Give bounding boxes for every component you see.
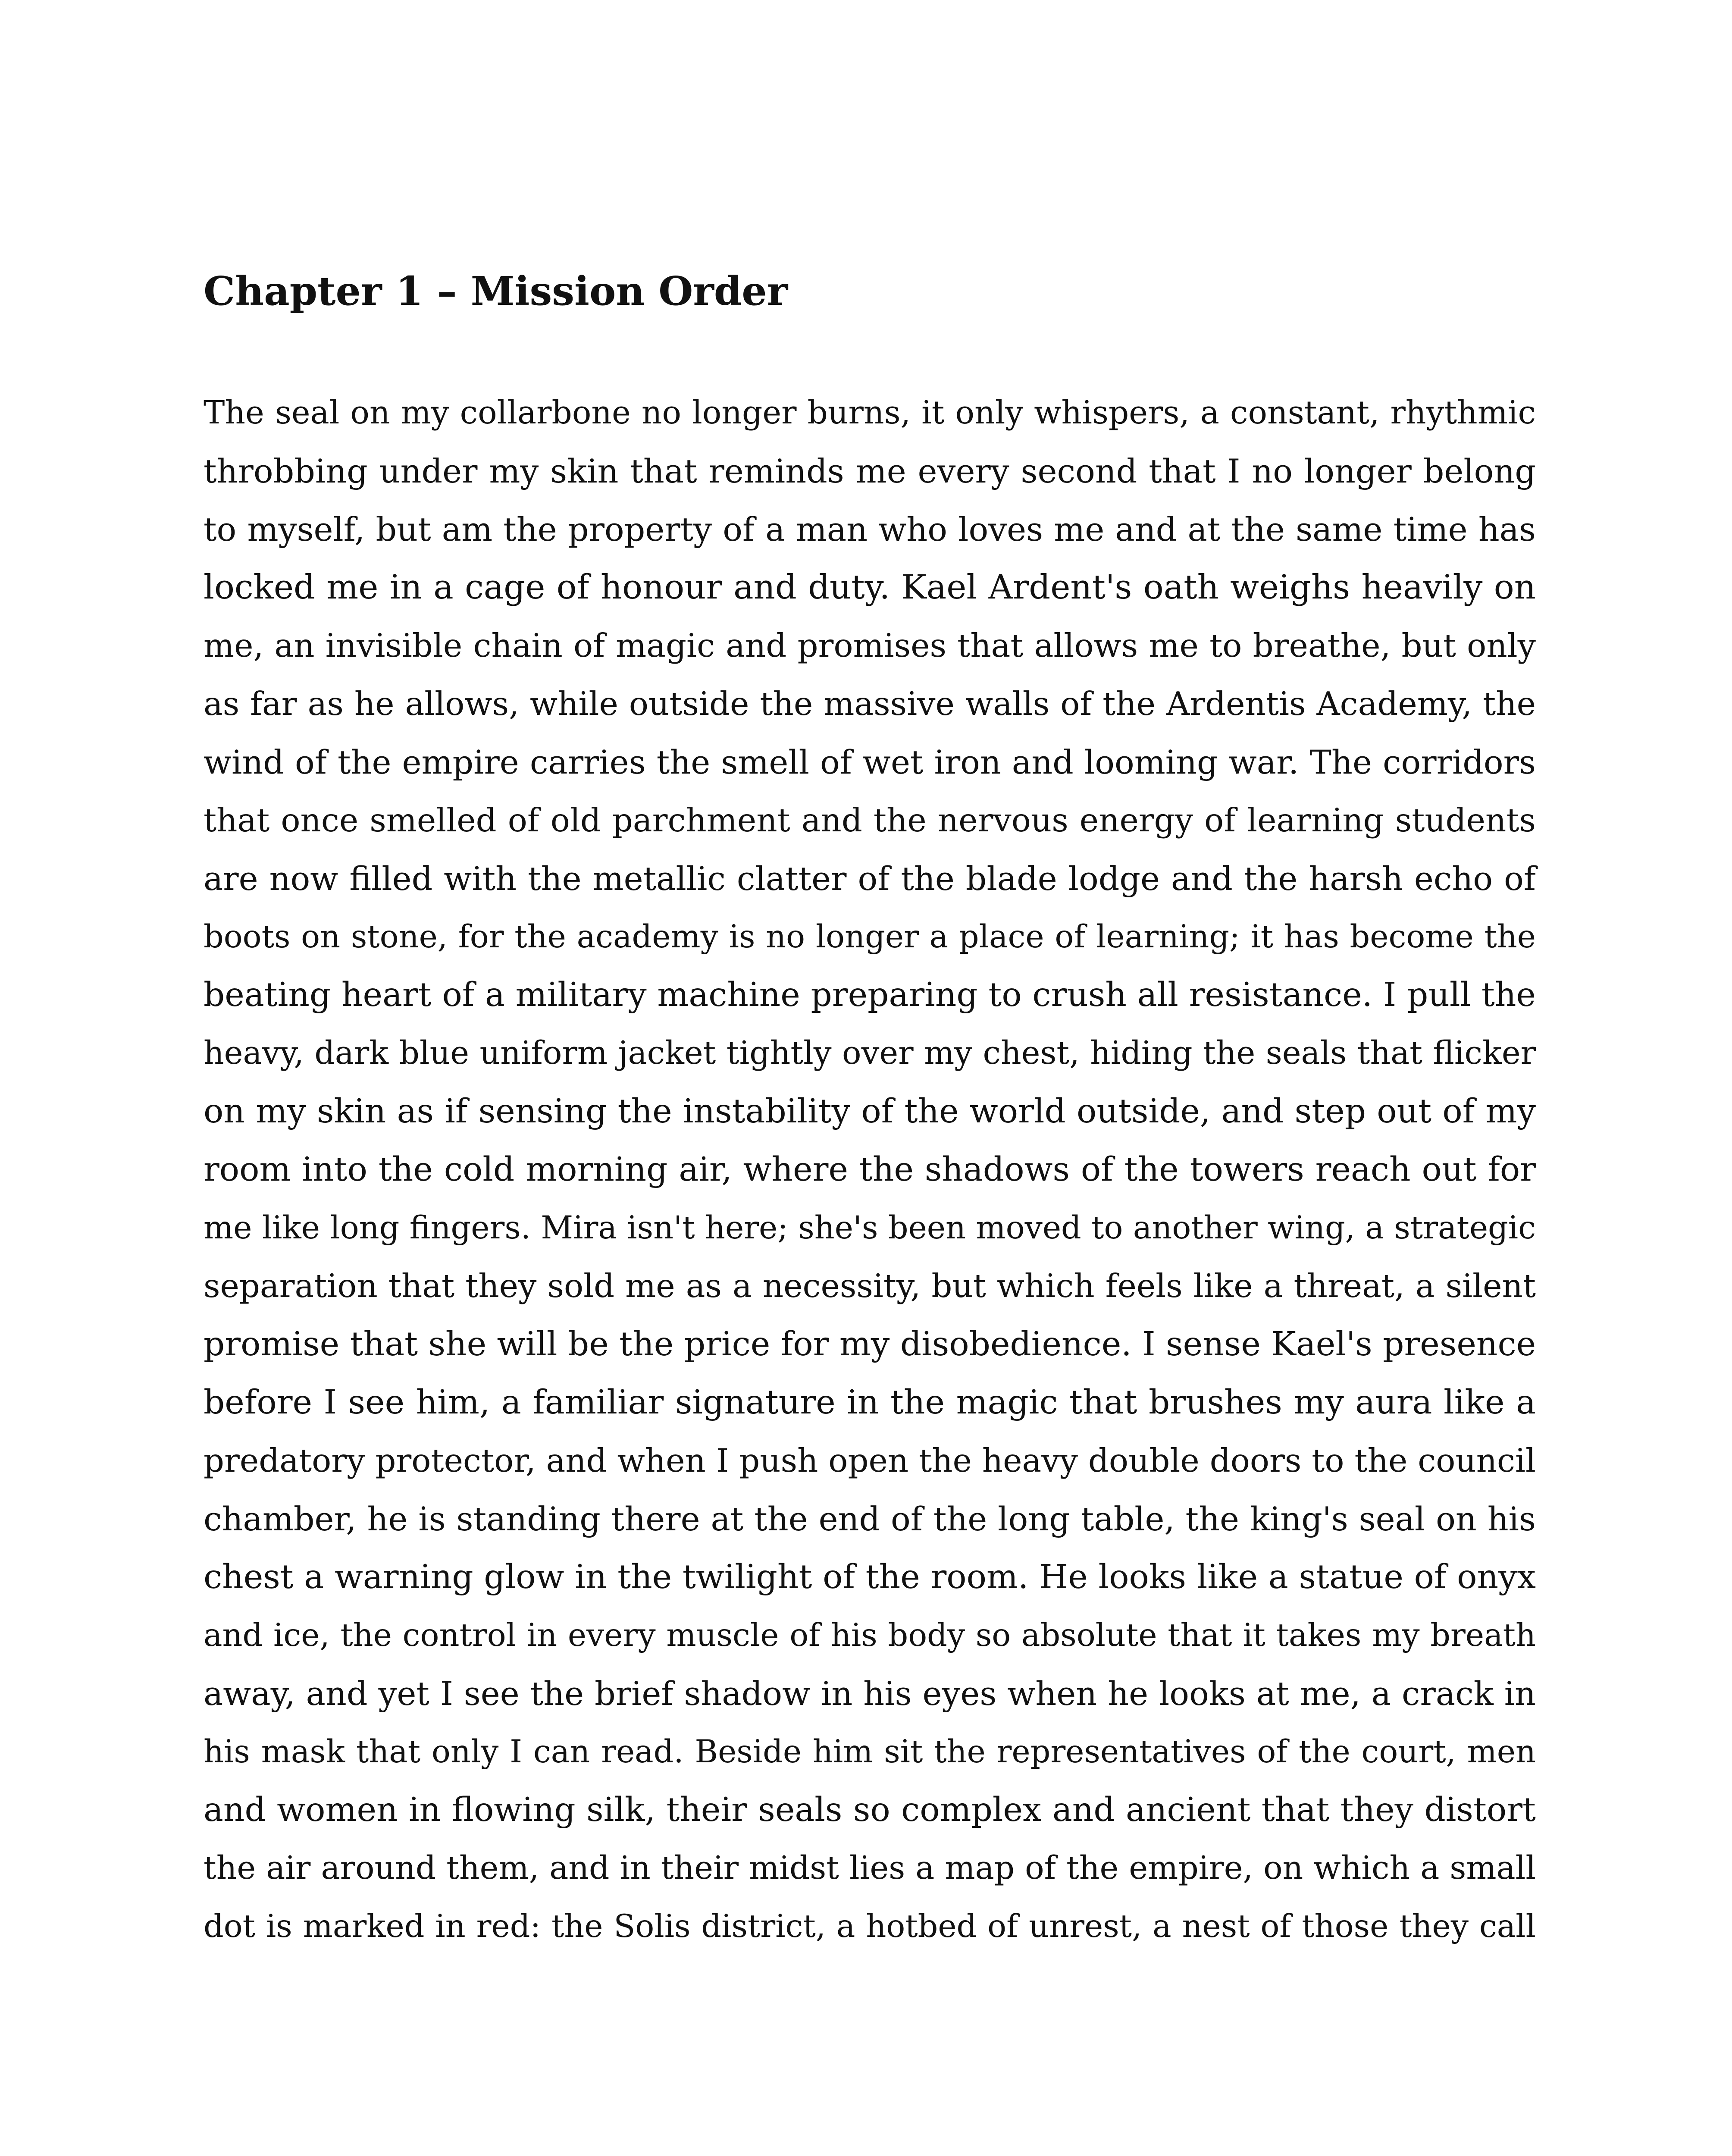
text-line: room into the cold morning air, where the shadows of the towers reach out for xyxy=(204,1150,1536,1189)
text-line: locked me in a cage of honour and duty. Kael Ardent's oath weighs heavily on xyxy=(204,568,1536,607)
text-line: as far as he allows, while outside the massive walls of the Ardentis Academy, the xyxy=(204,685,1536,723)
chapter-title: Chapter 1 – Mission Order xyxy=(204,268,788,314)
text-line: his mask that only I can read. Beside him sit the representatives of the court, men xyxy=(204,1733,1536,1770)
text-line: chest a warning glow in the twilight of the room. He looks like a statue of onyx xyxy=(204,1558,1536,1596)
text-line: that once smelled of old parchment and the nervous energy of learning students xyxy=(204,801,1536,839)
text-line: heavy, dark blue uniform jacket tightly over my chest, hiding the seals that flicker xyxy=(204,1034,1536,1072)
text-line: The seal on my collarbone no longer burns, it only whispers, a constant, rhythmic xyxy=(204,394,1536,431)
text-line: separation that they sold me as a necessity, but which feels like a threat, a silent xyxy=(204,1267,1536,1305)
body-paragraph xyxy=(204,384,1536,1955)
text-line: wind of the empire carries the smell of wet iron and looming war. The corridors xyxy=(204,743,1536,781)
text-line: and women in flowing silk, their seals so complex and ancient that they distort xyxy=(204,1791,1536,1829)
text-line: to myself, but am the property of a man who loves me and at the same time has xyxy=(204,510,1536,548)
text-line: the air around them, and in their midst lies a map of the empire, on which a small xyxy=(204,1849,1536,1887)
text-line: dot is marked in red: the Solis district, a hotbed of unrest, a nest of those they call xyxy=(204,1908,1536,1945)
text-line: and ice, the control in every muscle of his body so absolute that it takes my breath xyxy=(204,1617,1536,1654)
text-line: before I see him, a familiar signature in the magic that brushes my aura like a xyxy=(204,1383,1536,1422)
text-line: are now filled with the metallic clatter of the blade lodge and the harsh echo of xyxy=(204,859,1536,898)
text-line: promise that she will be the price for my disobedience. I sense Kael's presence xyxy=(204,1325,1536,1363)
text-line: chamber, he is standing there at the end of the long table, the king's seal on his xyxy=(204,1500,1536,1538)
text-line: boots on stone, for the academy is no longer a place of learning; it has become the xyxy=(204,918,1536,955)
text-line: on my skin as if sensing the instability of the world outside, and step out of my xyxy=(204,1092,1536,1131)
text-line: away, and yet I see the brief shadow in his eyes when he looks at me, a crack in xyxy=(204,1674,1536,1713)
text-line: me like long fingers. Mira isn't here; she's been moved to another wing, a strategic xyxy=(204,1210,1536,1246)
text-line: me, an invisible chain of magic and promises that allows me to breathe, but only xyxy=(204,627,1536,664)
text-line: beating heart of a military machine preparing to crush all resistance. I pull the xyxy=(204,976,1536,1014)
text-line: predatory protector, and when I push open the heavy double doors to the council xyxy=(204,1442,1536,1479)
text-line: throbbing under my skin that reminds me every second that I no longer belong xyxy=(204,452,1536,490)
